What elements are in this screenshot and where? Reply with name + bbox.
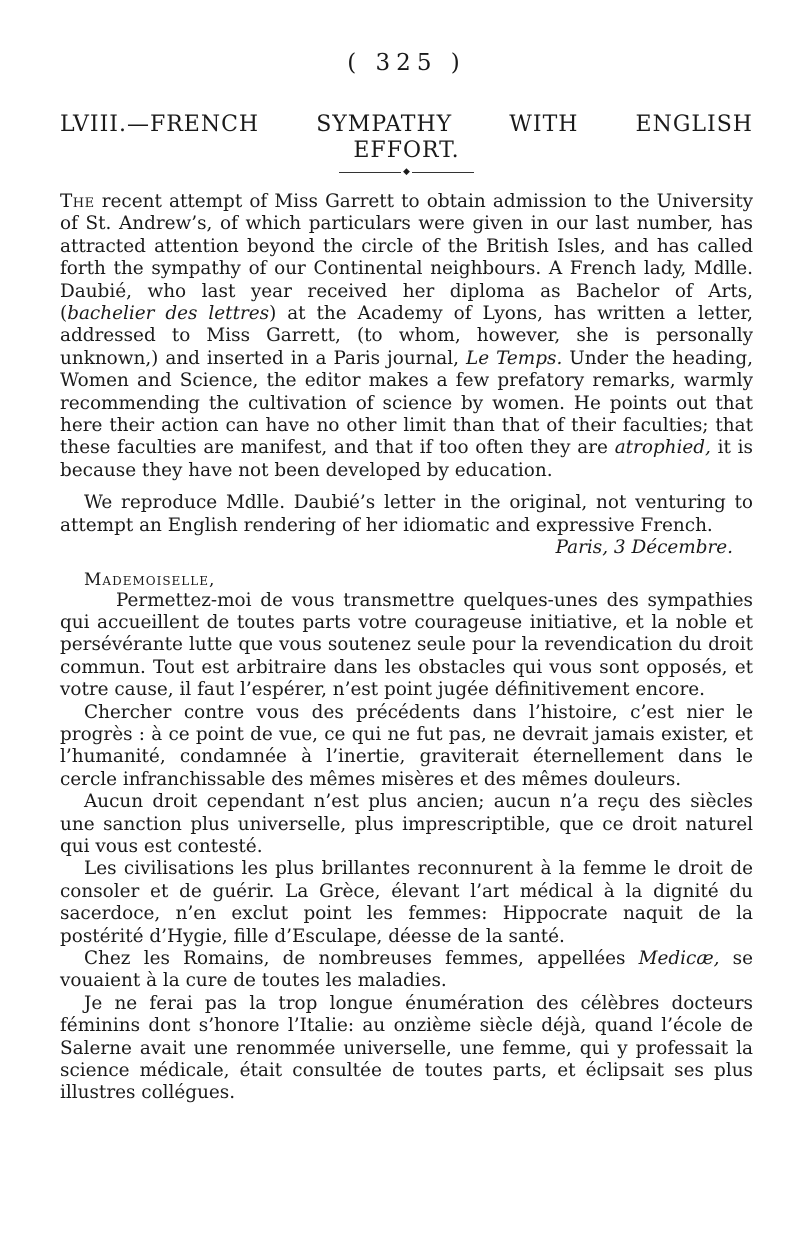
letter-dateline: Paris, 3 Décembre.	[555, 537, 733, 559]
article-title-line-2: EFFORT.	[353, 138, 460, 163]
intro-paragraph-1: The recent attempt of Miss Garrett to obtain admission to the University of St. Andrew’s, of which particulars were given in our last number, has attracted attention beyond the circle of the British Isles, and has called forth the sympathy of our Continental neighbours. A French lady, Mdlle. Daubié, who last year received her diploma as Bachelor of Arts, (bachelier des lettres) at the Academy of Lyons, has written a letter, addressed to Miss Garrett, (to whom, however, she is personally unknown,) and inserted in a Paris journal, Le Temps. Under the heading, Women and Science, the editor makes a few prefatory remarks, warmly recommending the cultivation of science by women. He points out that here their action can have no other limit than that of their faculties; that these faculties are manifest, and that if too often they are atrophied, it is because they have not been developed by education.	[60, 191, 753, 481]
lead-word: The	[60, 191, 95, 212]
letter-paragraph-4: Les civilisations les plus brillantes reconnurent à la femme le droit de consoler et de guérir. La Grèce, élevant l’art médical à la dignité du sacerdoce, n’en exclut point les femmes: Hippocrate naquit de la postérité d’Hygie, fille d’Esculape, déesse de la santé.	[60, 858, 753, 947]
article-title-line-1: LVIII.—FRENCH SYMPATHY WITH ENGLISH	[60, 112, 753, 137]
letter-paragraph-2: Chercher contre vous des précédents dans l’histoire, c’est nier le progrès : à ce point de vue, ce qui ne fut pas, ne devrait jamais exister, et l’humanité, condamnée à l’inertie, graviterait éternellement dans le cercle infranchissable des mêmes misères et des mêmes douleurs.	[60, 701, 753, 790]
title-divider	[60, 168, 753, 177]
letter-paragraph-5: Chez les Romains, de nombreuses femmes, appellées Medicæ, se vouaient à la cure de toutes les maladies.	[60, 948, 753, 992]
letter-salutation: Mademoiselle,	[84, 569, 216, 590]
letter-paragraph-6: Je ne ferai pas la trop longue énumération des célèbres docteurs féminins dont s’honore l’Italie: au onzième siècle déjà, quand l’école de Salerne avait une renommée universelle, une femme, qui y professait la science médicale, était consultée de toutes parts, et éclipsait ses plus illustres collégues.	[60, 992, 753, 1104]
page-number: ( 325 )	[347, 50, 466, 76]
intro-paragraph-2: We reproduce Mdlle. Daubié’s letter in the original, not venturing to attempt an English rendering of her idiomatic and expressive French.	[60, 492, 753, 536]
diamond-ornament-icon: ◆	[403, 167, 410, 177]
letter-paragraph-3: Aucun droit cependant n’est plus ancien; aucun n’a reçu des siècles une sanction plus universelle, plus imprescriptible, que ce droit naturel qui vous est contesté.	[60, 791, 753, 857]
letter-paragraph-1: Permettez-moi de vous transmettre quelques-unes des sympathies qui accueillent de toutes parts votre courageuse initiative, et la noble et persévérante lutte que vous soutenez seule pour la revendication du droit commun. Tout est arbitraire dans les obstacles qui vous sont opposés, et votre cause, il faut l’espérer, n’est point jugée définitivement encore.	[60, 589, 753, 701]
article-title	[60, 112, 753, 164]
